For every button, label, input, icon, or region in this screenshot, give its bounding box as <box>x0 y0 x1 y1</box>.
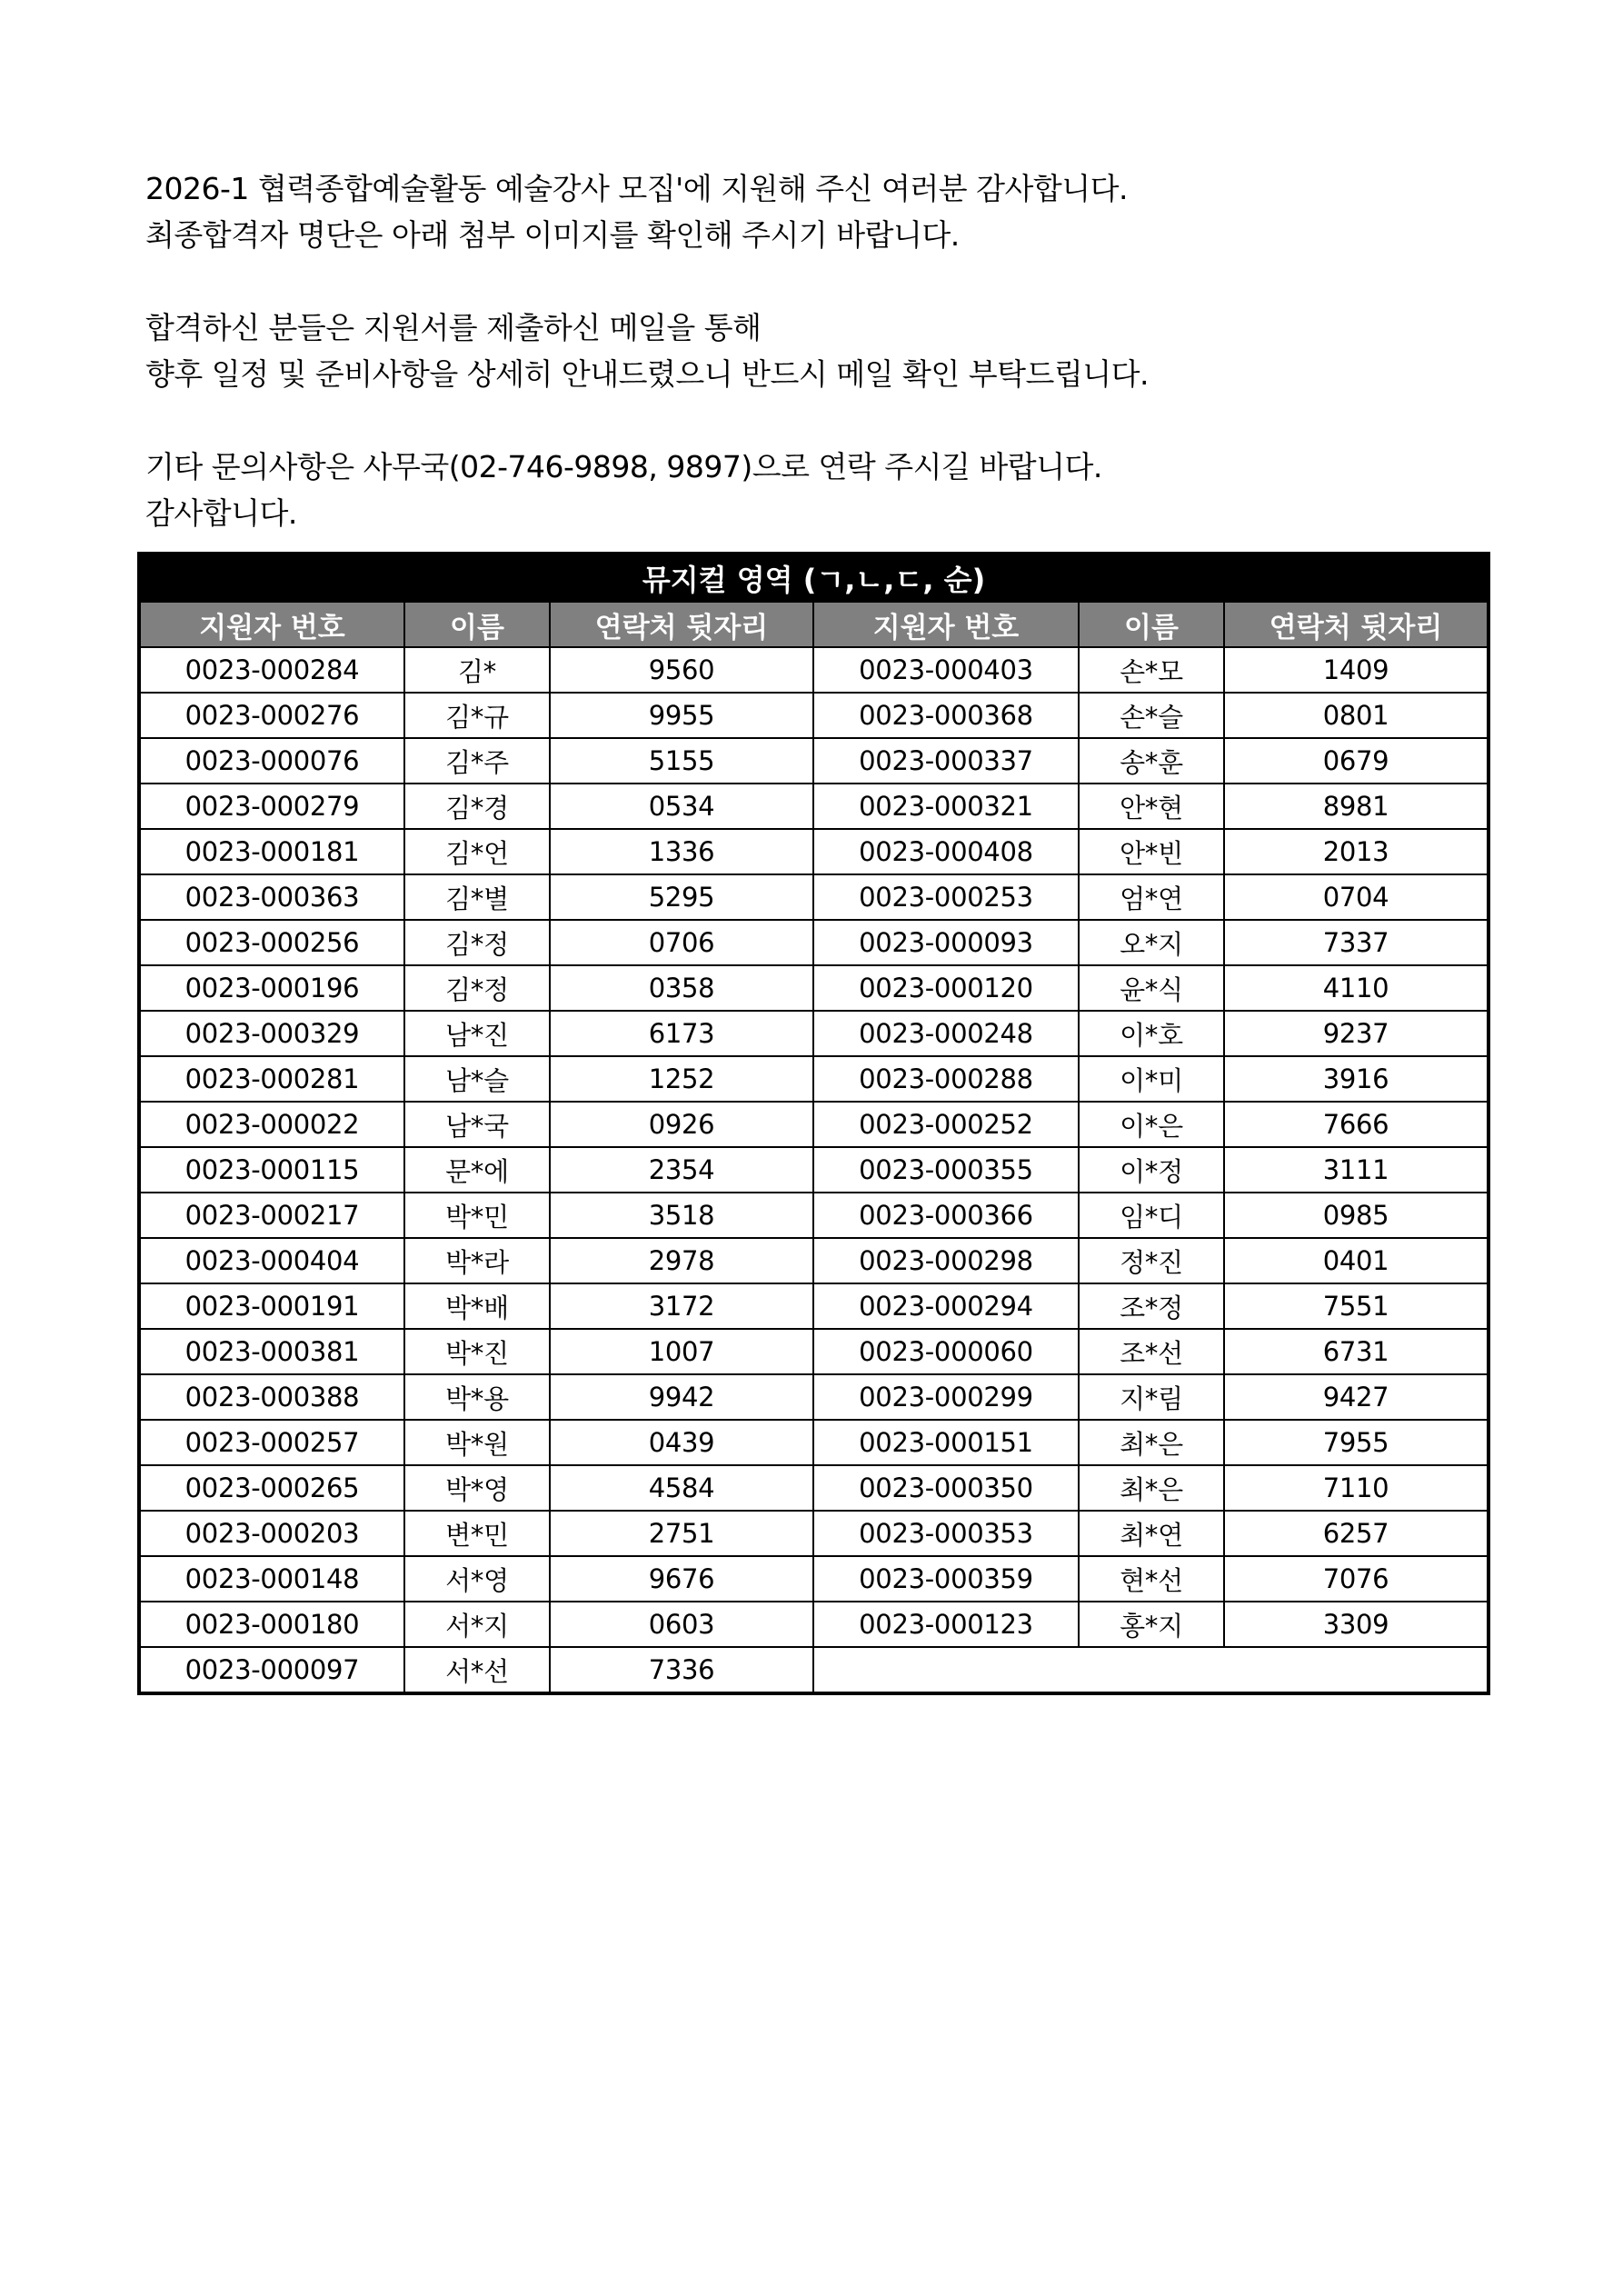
phone-suffix-cell: 1252 <box>550 1056 813 1102</box>
name-cell: 안*현 <box>1079 784 1224 829</box>
applicant-id-cell: 0023-000276 <box>139 693 404 738</box>
column-header: 이름 <box>404 602 550 647</box>
table-title: 뮤지컬 영역 (ㄱ,ㄴ,ㄷ, 순) <box>139 554 1489 602</box>
phone-suffix-cell: 0534 <box>550 784 813 829</box>
phone-suffix-cell: 9942 <box>550 1374 813 1420</box>
table-row <box>139 965 1489 1011</box>
phone-suffix-cell: 1336 <box>550 829 813 874</box>
applicant-id-cell: 0023-000097 <box>139 1647 404 1693</box>
name-cell: 최*은 <box>1079 1465 1224 1511</box>
intro-line: 2026-1 협력종합예술활동 예술강사 모집'에 지원해 주신 여러분 감사합니다. <box>145 171 1128 206</box>
phone-suffix-cell: 0358 <box>550 965 813 1011</box>
table-header-row <box>139 602 1489 647</box>
phone-suffix-cell: 1409 <box>1224 647 1489 693</box>
name-cell: 최*은 <box>1079 1420 1224 1465</box>
intro-line: 기타 문의사항은 사무국(02-746-9898, 9897)으로 연락 주시길 바랍니다. <box>145 449 1102 484</box>
phone-suffix-cell: 9237 <box>1224 1011 1489 1056</box>
phone-suffix-cell: 7666 <box>1224 1102 1489 1147</box>
phone-suffix-cell: 0926 <box>550 1102 813 1147</box>
phone-suffix-cell: 2751 <box>550 1511 813 1556</box>
table-row <box>139 1465 1489 1511</box>
applicant-id-cell: 0023-000148 <box>139 1556 404 1602</box>
phone-suffix-cell: 0801 <box>1224 693 1489 738</box>
phone-suffix-cell: 9427 <box>1224 1374 1489 1420</box>
name-cell: 이*은 <box>1079 1102 1224 1147</box>
name-cell: 이*미 <box>1079 1056 1224 1102</box>
applicant-id-cell: 0023-000355 <box>813 1147 1079 1193</box>
table-row <box>139 1238 1489 1283</box>
phone-suffix-cell: 6257 <box>1224 1511 1489 1556</box>
applicant-id-cell: 0023-000060 <box>813 1329 1079 1374</box>
table-row <box>139 693 1489 738</box>
phone-suffix-cell: 4584 <box>550 1465 813 1511</box>
phone-suffix-cell: 3916 <box>1224 1056 1489 1102</box>
name-cell: 엄*연 <box>1079 874 1224 920</box>
name-cell: 조*정 <box>1079 1283 1224 1329</box>
applicant-id-cell: 0023-000294 <box>813 1283 1079 1329</box>
name-cell: 김* <box>404 647 550 693</box>
applicant-id-cell: 0023-000115 <box>139 1147 404 1193</box>
name-cell: 정*진 <box>1079 1238 1224 1283</box>
phone-suffix-cell: 3172 <box>550 1283 813 1329</box>
applicant-id-cell: 0023-000217 <box>139 1193 404 1238</box>
phone-suffix-cell: 7076 <box>1224 1556 1489 1602</box>
name-cell: 이*정 <box>1079 1147 1224 1193</box>
phone-suffix-cell: 9560 <box>550 647 813 693</box>
table-row <box>139 920 1489 965</box>
name-cell: 손*슬 <box>1079 693 1224 738</box>
name-cell: 남*국 <box>404 1102 550 1147</box>
applicant-id-cell: 0023-000350 <box>813 1465 1079 1511</box>
table-row <box>139 874 1489 920</box>
phone-suffix-cell: 0679 <box>1224 738 1489 784</box>
name-cell: 박*민 <box>404 1193 550 1238</box>
table-row <box>139 784 1489 829</box>
phone-suffix-cell: 2013 <box>1224 829 1489 874</box>
intro-text <box>145 165 1472 536</box>
applicant-id-cell: 0023-000329 <box>139 1011 404 1056</box>
phone-suffix-cell: 7110 <box>1224 1465 1489 1511</box>
phone-suffix-cell: 5155 <box>550 738 813 784</box>
table-title-row <box>139 554 1489 602</box>
applicant-id-cell: 0023-000363 <box>139 874 404 920</box>
applicant-id-cell: 0023-000366 <box>813 1193 1079 1238</box>
name-cell: 박*영 <box>404 1465 550 1511</box>
table-row <box>139 1556 1489 1602</box>
applicant-id-cell: 0023-000353 <box>813 1511 1079 1556</box>
name-cell: 김*정 <box>404 920 550 965</box>
intro-line: 합격하신 분들은 지원서를 제출하신 메일을 통해 <box>145 310 762 345</box>
phone-suffix-cell: 7551 <box>1224 1283 1489 1329</box>
phone-suffix-cell: 7337 <box>1224 920 1489 965</box>
applicant-id-cell: 0023-000181 <box>139 829 404 874</box>
phone-suffix-cell: 3111 <box>1224 1147 1489 1193</box>
table-row <box>139 1511 1489 1556</box>
phone-suffix-cell: 3518 <box>550 1193 813 1238</box>
applicant-id-cell: 0023-000388 <box>139 1374 404 1420</box>
table-row <box>139 1602 1489 1647</box>
name-cell: 홍*지 <box>1079 1602 1224 1647</box>
table-row <box>139 1647 1489 1693</box>
table-row <box>139 738 1489 784</box>
table-row <box>139 829 1489 874</box>
applicant-id-cell: 0023-000191 <box>139 1283 404 1329</box>
applicant-id-cell: 0023-000298 <box>813 1238 1079 1283</box>
phone-suffix-cell: 4110 <box>1224 965 1489 1011</box>
name-cell: 박*진 <box>404 1329 550 1374</box>
applicant-id-cell: 0023-000381 <box>139 1329 404 1374</box>
phone-suffix-cell: 0706 <box>550 920 813 965</box>
applicant-id-cell: 0023-000404 <box>139 1238 404 1283</box>
name-cell: 서*선 <box>404 1647 550 1693</box>
applicant-id-cell: 0023-000196 <box>139 965 404 1011</box>
phone-suffix-cell: 6173 <box>550 1011 813 1056</box>
name-cell: 김*언 <box>404 829 550 874</box>
name-cell: 박*배 <box>404 1283 550 1329</box>
table-row <box>139 1283 1489 1329</box>
name-cell: 이*호 <box>1079 1011 1224 1056</box>
applicant-id-cell: 0023-000299 <box>813 1374 1079 1420</box>
applicant-id-cell: 0023-000252 <box>813 1102 1079 1147</box>
name-cell: 변*민 <box>404 1511 550 1556</box>
name-cell: 김*규 <box>404 693 550 738</box>
phone-suffix-cell: 9955 <box>550 693 813 738</box>
phone-suffix-cell: 0985 <box>1224 1193 1489 1238</box>
applicant-id-cell: 0023-000321 <box>813 784 1079 829</box>
phone-suffix-cell: 8981 <box>1224 784 1489 829</box>
applicant-id-cell: 0023-000288 <box>813 1056 1079 1102</box>
name-cell: 문*에 <box>404 1147 550 1193</box>
name-cell: 지*림 <box>1079 1374 1224 1420</box>
phone-suffix-cell: 6731 <box>1224 1329 1489 1374</box>
applicant-id-cell: 0023-000256 <box>139 920 404 965</box>
column-header: 연락처 뒷자리 <box>1224 602 1489 647</box>
table-row <box>139 1329 1489 1374</box>
name-cell: 손*모 <box>1079 647 1224 693</box>
applicant-id-cell: 0023-000120 <box>813 965 1079 1011</box>
name-cell: 서*영 <box>404 1556 550 1602</box>
table-body <box>139 647 1489 1693</box>
name-cell: 안*빈 <box>1079 829 1224 874</box>
name-cell: 박*용 <box>404 1374 550 1420</box>
empty-cell <box>813 1647 1489 1693</box>
name-cell: 박*라 <box>404 1238 550 1283</box>
phone-suffix-cell: 2354 <box>550 1147 813 1193</box>
phone-suffix-cell: 0603 <box>550 1602 813 1647</box>
name-cell: 남*진 <box>404 1011 550 1056</box>
applicant-id-cell: 0023-000281 <box>139 1056 404 1102</box>
phone-suffix-cell: 1007 <box>550 1329 813 1374</box>
applicant-id-cell: 0023-000203 <box>139 1511 404 1556</box>
applicant-id-cell: 0023-000248 <box>813 1011 1079 1056</box>
table-row <box>139 1420 1489 1465</box>
name-cell: 최*연 <box>1079 1511 1224 1556</box>
name-cell: 현*선 <box>1079 1556 1224 1602</box>
intro-line: 감사합니다. <box>145 495 297 531</box>
applicant-id-cell: 0023-000253 <box>813 874 1079 920</box>
applicant-id-cell: 0023-000284 <box>139 647 404 693</box>
applicant-id-cell: 0023-000265 <box>139 1465 404 1511</box>
intro-line: 향후 일정 및 준비사항을 상세히 안내드렸으니 반드시 메일 확인 부탁드립니다. <box>145 356 1149 392</box>
name-cell: 송*훈 <box>1079 738 1224 784</box>
phone-suffix-cell: 3309 <box>1224 1602 1489 1647</box>
column-header: 이름 <box>1079 602 1224 647</box>
applicant-id-cell: 0023-000076 <box>139 738 404 784</box>
table-row <box>139 1011 1489 1056</box>
phone-suffix-cell: 9676 <box>550 1556 813 1602</box>
applicant-id-cell: 0023-000093 <box>813 920 1079 965</box>
name-cell: 김*별 <box>404 874 550 920</box>
result-table <box>137 552 1490 1695</box>
name-cell: 오*지 <box>1079 920 1224 965</box>
column-header: 지원자 번호 <box>139 602 404 647</box>
table-row <box>139 1102 1489 1147</box>
phone-suffix-cell: 0401 <box>1224 1238 1489 1283</box>
applicant-id-cell: 0023-000408 <box>813 829 1079 874</box>
applicant-id-cell: 0023-000368 <box>813 693 1079 738</box>
applicant-id-cell: 0023-000337 <box>813 738 1079 784</box>
applicant-id-cell: 0023-000151 <box>813 1420 1079 1465</box>
phone-suffix-cell: 7336 <box>550 1647 813 1693</box>
applicant-id-cell: 0023-000359 <box>813 1556 1079 1602</box>
phone-suffix-cell: 0439 <box>550 1420 813 1465</box>
name-cell: 김*정 <box>404 965 550 1011</box>
applicant-id-cell: 0023-000180 <box>139 1602 404 1647</box>
name-cell: 윤*식 <box>1079 965 1224 1011</box>
phone-suffix-cell: 0704 <box>1224 874 1489 920</box>
phone-suffix-cell: 5295 <box>550 874 813 920</box>
applicant-id-cell: 0023-000403 <box>813 647 1079 693</box>
name-cell: 박*원 <box>404 1420 550 1465</box>
name-cell: 조*선 <box>1079 1329 1224 1374</box>
name-cell: 김*주 <box>404 738 550 784</box>
name-cell: 서*지 <box>404 1602 550 1647</box>
paragraph-gap <box>145 258 1472 304</box>
applicant-id-cell: 0023-000257 <box>139 1420 404 1465</box>
name-cell: 임*디 <box>1079 1193 1224 1238</box>
applicant-id-cell: 0023-000123 <box>813 1602 1079 1647</box>
column-header: 지원자 번호 <box>813 602 1079 647</box>
applicant-id-cell: 0023-000022 <box>139 1102 404 1147</box>
phone-suffix-cell: 2978 <box>550 1238 813 1283</box>
name-cell: 김*경 <box>404 784 550 829</box>
table-row <box>139 1374 1489 1420</box>
paragraph-gap <box>145 397 1472 444</box>
table-row <box>139 1056 1489 1102</box>
name-cell: 남*슬 <box>404 1056 550 1102</box>
table-row <box>139 1193 1489 1238</box>
applicant-id-cell: 0023-000279 <box>139 784 404 829</box>
table-row <box>139 647 1489 693</box>
table-row <box>139 1147 1489 1193</box>
column-header: 연락처 뒷자리 <box>550 602 813 647</box>
intro-line: 최종합격자 명단은 아래 첨부 이미지를 확인해 주시기 바랍니다. <box>145 217 960 253</box>
phone-suffix-cell: 7955 <box>1224 1420 1489 1465</box>
